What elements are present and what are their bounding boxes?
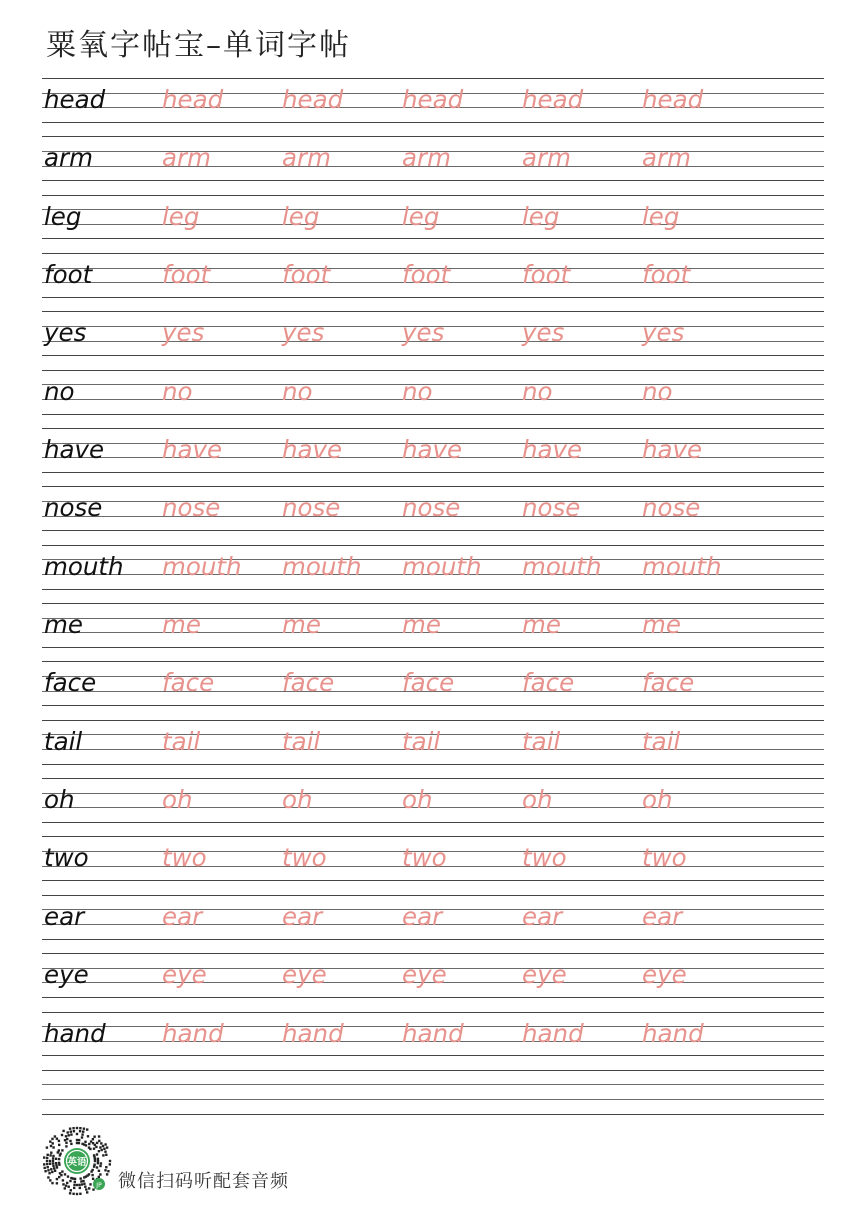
trace-word: nose: [282, 493, 341, 523]
trace-word: yes: [402, 318, 445, 348]
trace-word: ear: [522, 901, 563, 931]
trace-word: hand: [162, 1018, 224, 1048]
ruled-line: [42, 939, 824, 940]
qr-badge-text: 英语: [67, 1157, 87, 1168]
trace-word: no: [402, 376, 433, 406]
ruled-line: [42, 589, 824, 590]
ruled-line: [42, 238, 824, 239]
trace-word: two: [282, 843, 327, 873]
model-word: head: [44, 85, 106, 114]
trace-word: two: [642, 843, 687, 873]
trace-word: head: [162, 85, 224, 114]
trace-word: nose: [162, 493, 221, 523]
trace-word: oh: [642, 785, 673, 815]
word-row: [42, 1012, 824, 1070]
trace-word: tail: [402, 726, 441, 756]
model-word: yes: [44, 318, 87, 348]
ruled-line: [42, 880, 824, 881]
trace-word: head: [642, 85, 704, 114]
trace-word: foot: [162, 260, 211, 290]
word-row: [42, 661, 824, 719]
ruled-line: [42, 836, 824, 837]
ruled-line: [42, 647, 824, 648]
model-word: hand: [44, 1018, 106, 1048]
trace-word: hand: [402, 1018, 464, 1048]
trace-word: eye: [282, 960, 327, 990]
trace-word: tail: [522, 726, 561, 756]
word-row: [42, 603, 824, 661]
trace-word: face: [162, 668, 215, 698]
trace-word: foot: [642, 260, 691, 290]
ruled-line: [42, 384, 824, 385]
ruled-line: [42, 530, 824, 531]
trace-word: leg: [642, 201, 680, 231]
trace-word: mouth: [162, 551, 242, 581]
ruled-line: [42, 545, 824, 546]
trace-word: yes: [162, 318, 205, 348]
ruled-line: [42, 428, 824, 429]
trace-word: me: [402, 610, 441, 640]
trace-word: yes: [282, 318, 325, 348]
word-row: [42, 545, 824, 603]
word-row: [42, 253, 824, 311]
model-word: eye: [44, 960, 89, 990]
word-row: [42, 486, 824, 544]
word-row: [42, 370, 824, 428]
qr-small-badge: JP: [96, 1182, 102, 1189]
word-row: [42, 311, 824, 369]
model-word: leg: [44, 201, 82, 231]
trace-word: leg: [282, 201, 320, 231]
trace-word: oh: [282, 785, 313, 815]
trace-word: oh: [162, 785, 193, 815]
trace-word: arm: [282, 143, 331, 173]
trace-word: arm: [642, 143, 691, 173]
trace-word: two: [162, 843, 207, 873]
model-word: tail: [44, 726, 83, 756]
trace-word: hand: [282, 1018, 344, 1048]
trace-word: head: [282, 85, 344, 114]
word-row: [42, 836, 824, 894]
trace-word: nose: [402, 493, 461, 523]
word-row: [42, 78, 824, 136]
trace-word: leg: [402, 201, 440, 231]
trace-word: mouth: [522, 551, 602, 581]
trace-word: have: [402, 435, 463, 465]
ruled-line: [42, 122, 824, 123]
model-word: me: [44, 610, 83, 640]
ruled-line: [42, 78, 824, 79]
trace-word: head: [402, 85, 464, 114]
trace-word: foot: [402, 260, 451, 290]
ruled-line: [42, 895, 824, 896]
trace-word: eye: [522, 960, 567, 990]
model-word: two: [44, 843, 89, 873]
trace-word: arm: [402, 143, 451, 173]
qr-code-icon[interactable]: [42, 1126, 112, 1196]
trace-word: me: [642, 610, 681, 640]
model-word: oh: [44, 785, 75, 815]
trace-word: yes: [642, 318, 685, 348]
word-row: [42, 428, 824, 486]
trace-word: ear: [162, 901, 203, 931]
practice-sheet: [42, 78, 824, 1114]
ruled-line: [42, 997, 824, 998]
trace-word: have: [642, 435, 703, 465]
ruled-line: [42, 1012, 824, 1013]
trace-word: two: [402, 843, 447, 873]
trace-word: ear: [282, 901, 323, 931]
trace-word: mouth: [642, 551, 722, 581]
trace-word: two: [522, 843, 567, 873]
trace-word: hand: [642, 1018, 704, 1048]
word-row: [42, 895, 824, 953]
trace-word: tail: [642, 726, 681, 756]
audio-caption: 微信扫码听配套音频: [118, 1171, 289, 1192]
ruled-line: [42, 472, 824, 473]
ruled-line: [42, 297, 824, 298]
trace-word: no: [162, 376, 193, 406]
ruled-line: [42, 195, 824, 196]
ruled-line: [42, 399, 824, 400]
trace-word: leg: [522, 201, 560, 231]
blank-rows: [42, 1070, 824, 1114]
trace-word: have: [522, 435, 583, 465]
trace-word: me: [162, 610, 201, 640]
page-title: 粟氧字帖宝–单词字帖: [46, 28, 351, 63]
word-row: [42, 720, 824, 778]
ruled-line: [42, 355, 824, 356]
trace-word: foot: [522, 260, 571, 290]
model-word: no: [44, 376, 75, 406]
ruled-line: [42, 1055, 824, 1056]
ruled-line: [42, 1070, 824, 1071]
trace-word: ear: [402, 901, 443, 931]
trace-word: leg: [162, 201, 200, 231]
model-word: arm: [44, 143, 93, 173]
ruled-line: [42, 1114, 824, 1115]
ruled-line: [42, 720, 824, 721]
trace-word: head: [522, 85, 584, 114]
trace-word: tail: [162, 726, 201, 756]
trace-word: eye: [162, 960, 207, 990]
trace-word: me: [282, 610, 321, 640]
model-word: face: [44, 668, 97, 698]
ruled-line: [42, 1099, 824, 1100]
ruled-line: [42, 822, 824, 823]
trace-word: eye: [642, 960, 687, 990]
ruled-line: [42, 953, 824, 954]
ruled-line: [42, 793, 824, 794]
trace-word: yes: [522, 318, 565, 348]
ruled-line: [42, 764, 824, 765]
ruled-line: [42, 705, 824, 706]
trace-word: oh: [522, 785, 553, 815]
ruled-line: [42, 807, 824, 808]
ruled-line: [42, 603, 824, 604]
ruled-line: [42, 311, 824, 312]
ruled-line: [42, 486, 824, 487]
trace-word: face: [402, 668, 455, 698]
ruled-line: [42, 778, 824, 779]
model-word: foot: [44, 260, 93, 290]
ruled-line: [42, 180, 824, 181]
ruled-line: [42, 136, 824, 137]
ruled-line: [42, 1084, 824, 1085]
trace-word: mouth: [402, 551, 482, 581]
trace-word: have: [282, 435, 343, 465]
trace-word: me: [522, 610, 561, 640]
trace-word: hand: [522, 1018, 584, 1048]
trace-word: nose: [522, 493, 581, 523]
trace-word: no: [642, 376, 673, 406]
trace-word: mouth: [282, 551, 362, 581]
word-row: [42, 778, 824, 836]
ruled-line: [42, 253, 824, 254]
trace-word: no: [282, 376, 313, 406]
footer: [42, 1126, 442, 1198]
model-word: nose: [44, 493, 103, 523]
trace-word: arm: [162, 143, 211, 173]
word-row: [42, 195, 824, 253]
trace-word: ear: [642, 901, 683, 931]
model-word: have: [44, 435, 105, 465]
trace-word: oh: [402, 785, 433, 815]
word-row: [42, 136, 824, 194]
trace-word: face: [642, 668, 695, 698]
ruled-line: [42, 414, 824, 415]
trace-word: foot: [282, 260, 331, 290]
trace-word: tail: [282, 726, 321, 756]
trace-word: face: [522, 668, 575, 698]
ruled-line: [42, 370, 824, 371]
trace-word: have: [162, 435, 223, 465]
trace-word: nose: [642, 493, 701, 523]
word-row: [42, 953, 824, 1011]
model-word: ear: [44, 901, 85, 931]
ruled-line: [42, 661, 824, 662]
trace-word: face: [282, 668, 335, 698]
trace-word: eye: [402, 960, 447, 990]
trace-word: arm: [522, 143, 571, 173]
trace-word: no: [522, 376, 553, 406]
model-word: mouth: [44, 551, 124, 581]
